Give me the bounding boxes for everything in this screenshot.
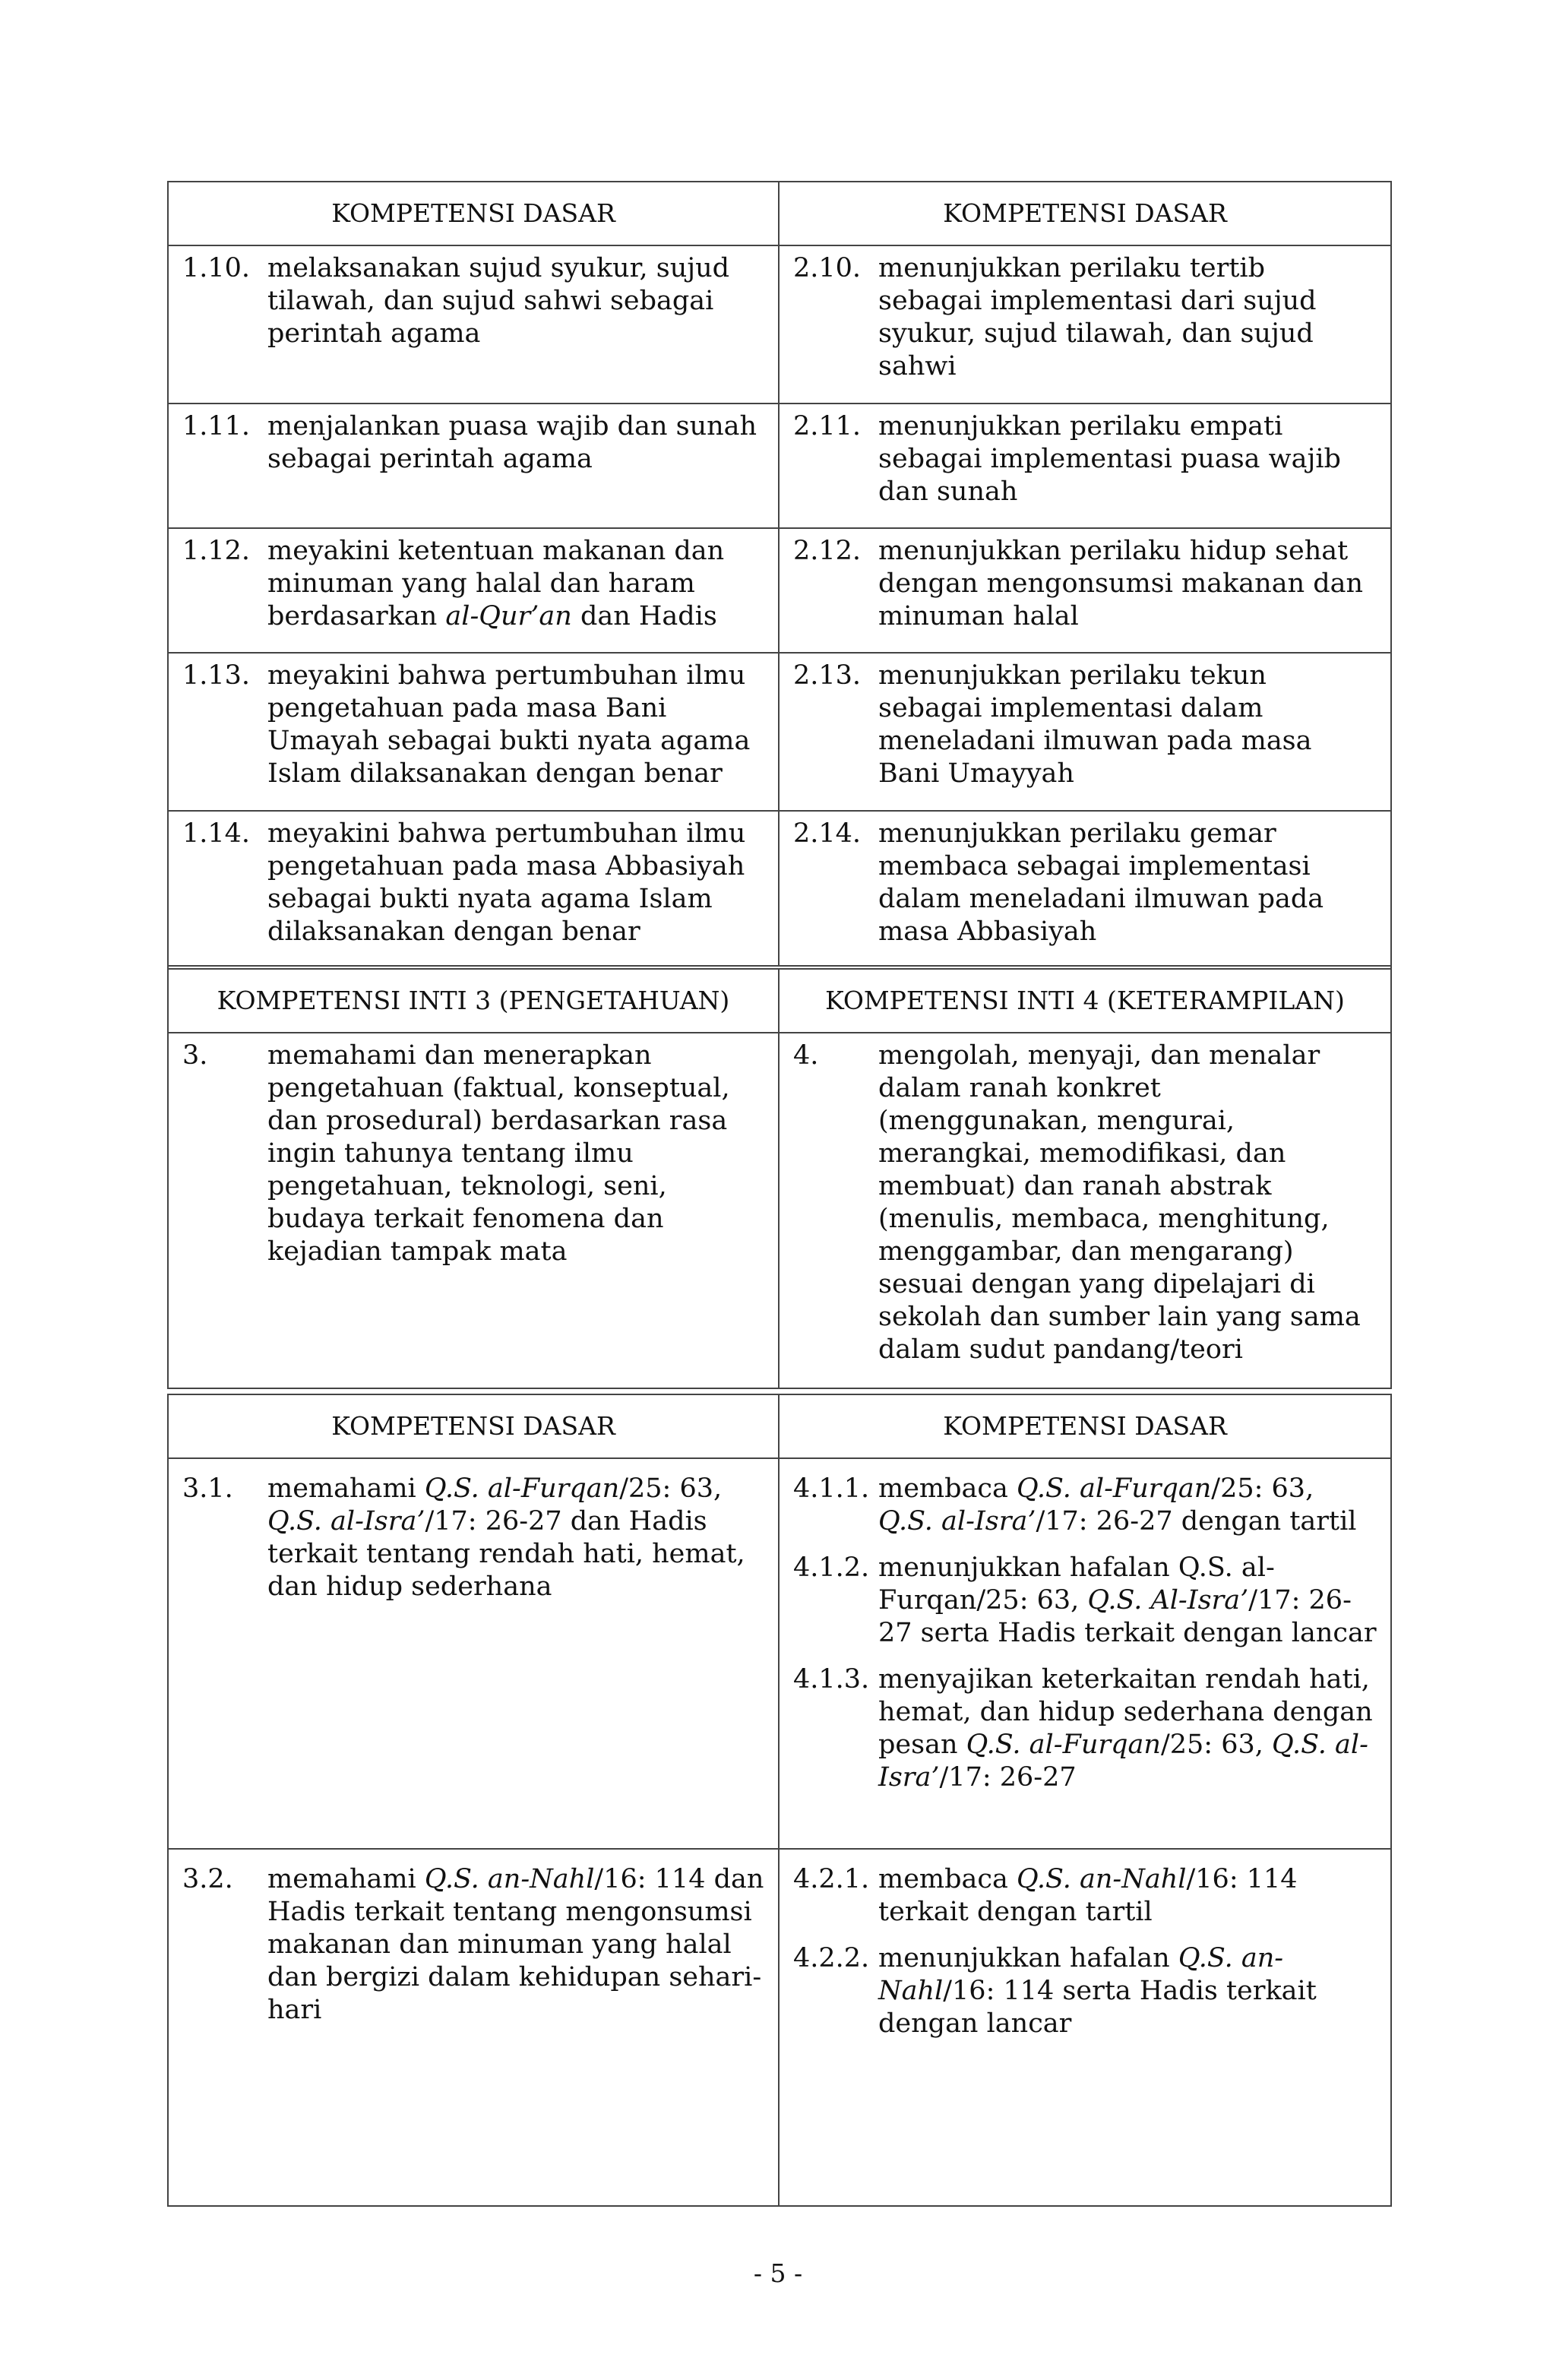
list-item: 4.2.2. menunjukkan hafalan Q.S. an-Nahl/16: 114 serta Hadis terkait dengan lancar <box>793 1943 1317 2039</box>
item-text: memahami Q.S. al-Furqan/25: 63, Q.S. al-Isra’/17: 26-27 dan Hadis terkait tentang rendah hati, hemat, dan hidup sederhana <box>267 1473 745 1602</box>
item-number: 2.14. <box>793 818 862 849</box>
item-text: menunjukkan perilaku gemar membaca sebagai implementasi dalam meneladani ilmuwan pada masa Abbasiyah <box>878 818 1324 947</box>
item-number: 4. <box>793 1040 819 1071</box>
item-number: 2.12. <box>793 536 862 566</box>
item-number: 3.1. <box>182 1473 233 1504</box>
item-number: 2.13. <box>793 660 862 691</box>
item-text: menunjukkan perilaku tekun sebagai implementasi dalam meneladani ilmuwan pada masa Bani Umayyah <box>878 660 1312 789</box>
header-right: KOMPETENSI DASAR <box>943 198 1227 228</box>
item-text: mengolah, menyaji, dan menalar dalam ranah konkret (menggunakan, mengurai, merangkai, memodifikasi, dan membuat) dan ranah abstrak (menulis, membaca, menghitung, menggambar, dan mengarang) sesuai dengan yang dipelajari di sekolah dan sumber lain yang sama dalam sudut pandang/teori <box>878 1040 1361 1365</box>
item-number: 1.13. <box>182 660 251 691</box>
item-text: meyakini ketentuan makanan dan minuman yang halal dan haram berdasarkan al-Qur’an dan Hadis <box>267 536 725 631</box>
item-number: 2.10. <box>793 253 862 283</box>
kd-table-1-header <box>169 182 1390 246</box>
table-row <box>169 1850 1390 2205</box>
ki-header <box>169 970 1390 1033</box>
header-left: KOMPETENSI DASAR <box>169 1395 780 1457</box>
kd-table-3-header <box>169 1395 1390 1459</box>
page-number: - 5 - <box>753 2258 803 2288</box>
ki4-heading: KOMPETENSI INTI 4 (KETERAMPILAN) <box>825 986 1345 1015</box>
item-text: menunjukkan perilaku hidup sehat dengan mengonsumsi makanan dan minuman halal <box>878 536 1364 631</box>
table-row <box>169 246 1390 404</box>
item-number: 1.14. <box>182 818 251 849</box>
item-text: menunjukkan perilaku tertib sebagai implementasi dari sujud syukur, sujud tilawah, dan sujud sahwi <box>878 253 1317 381</box>
kd-table-3 <box>167 1394 1392 2207</box>
header-left: KOMPETENSI DASAR <box>169 182 780 245</box>
item-number: 3.2. <box>182 1864 233 1894</box>
item-text: meyakini bahwa pertumbuhan ilmu pengetahuan pada masa Bani Umayah sebagai bukti nyata agama Islam dilaksanakan dengan benar <box>267 660 751 789</box>
table-row <box>169 1033 1390 1388</box>
ki3-heading: KOMPETENSI INTI 3 (PENGETAHUAN) <box>169 970 780 1032</box>
table-row <box>169 404 1390 529</box>
item-number: 1.12. <box>182 536 251 566</box>
table-row <box>169 654 1390 812</box>
header-right: KOMPETENSI DASAR <box>943 1411 1227 1441</box>
item-text: melaksanakan sujud syukur, sujud tilawah, dan sujud sahwi sebagai perintah agama <box>267 253 730 349</box>
table-row <box>169 1459 1390 1850</box>
table-row <box>169 812 1390 970</box>
item-text: menjalankan puasa wajib dan sunah sebagai perintah agama <box>267 411 757 474</box>
item-text: meyakini bahwa pertumbuhan ilmu pengetahuan pada masa Abbasiyah sebagai bukti nyata agama Islam dilaksanakan dengan benar <box>267 818 746 947</box>
list-item: 4.1.3. menyajikan keterkaitan rendah hati, hemat, dan hidup sederhana dengan pesan Q.S. al-Furqan/25: 63, Q.S. al-Isra’/17: 26-27 <box>793 1664 1373 1793</box>
item-text: memahami dan menerapkan pengetahuan (faktual, konseptual, dan prosedural) berdasarkan rasa ingin tahunya tentang ilmu pengetahuan, teknologi, seni, budaya terkait fenomena dan kejadian tampak mata <box>267 1040 730 1267</box>
table-row <box>169 529 1390 654</box>
item-text: menunjukkan perilaku empati sebagai implementasi puasa wajib dan sunah <box>878 411 1341 507</box>
list-item: 4.2.1. membaca Q.S. an-Nahl/16: 114 terkait dengan tartil <box>793 1864 1298 1927</box>
list-item: 4.1.1. membaca Q.S. al-Furqan/25: 63, Q.S. al-Isra’/17: 26-27 dengan tartil <box>793 1473 1357 1537</box>
item-number: 3. <box>182 1040 208 1071</box>
list-item: 4.1.2. menunjukkan hafalan Q.S. al-Furqan/25: 63, Q.S. Al-Isra’/17: 26-27 serta Hadis terkait dengan lancar <box>793 1552 1377 1648</box>
item-number: 1.10. <box>182 253 251 283</box>
item-number: 2.11. <box>793 411 862 442</box>
kd-table-1 <box>167 181 1392 1389</box>
item-number: 1.11. <box>182 411 251 442</box>
item-text: memahami Q.S. an-Nahl/16: 114 dan Hadis terkait tentang mengonsumsi makanan dan minuman yang halal dan bergizi dalam kehidupan sehari-hari <box>267 1864 764 2025</box>
